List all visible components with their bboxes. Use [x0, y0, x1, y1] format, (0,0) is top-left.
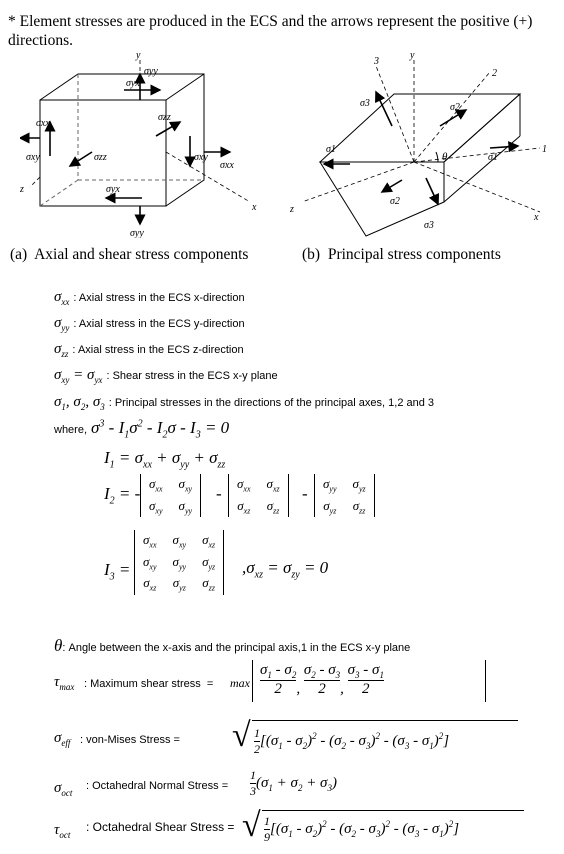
label-syx-top: σyx: [126, 78, 140, 89]
axis-z-label: z: [20, 184, 24, 195]
matrix-i2-c: $\sigma_{yy}$ $\sigma_{yz}$ $\sigma_{yz}$ $\sigma_{zz}$: [314, 474, 375, 517]
equation-characteristic: where, $\sigma^3 - I_1\sigma^2 - I_2\sigma - I_3 = 0$: [54, 418, 230, 441]
equation-i3-lhs: $I_3$ =: [104, 560, 131, 583]
axis-x-label: x: [252, 202, 257, 213]
figure-a-caption: (a) Axial and shear stress components: [10, 246, 249, 263]
equation-i3-cond: $,\sigma_{xz} = \sigma_{zy} = 0$: [242, 558, 329, 581]
label-s3-top: σ3: [360, 98, 370, 109]
axis-2-label: 2: [492, 68, 497, 79]
equation-oct-shear: $\tau_{oct}$ : Octahedral Shear Stress = √ $\frac{1}{9}$ $[(\sigma_1 - \sigma_2)^2 - (\sigma_2 - \sigma_3)^2 - (\sigma_3 - \sigma_1)^2]$: [54, 808, 534, 852]
def-sxy: $\sigma_{xy} = \sigma_{yx}$ : Shear stress in the ECS x-y plane: [54, 367, 278, 385]
axis-z-label: z: [290, 204, 294, 215]
label-szz-top: σzz: [158, 112, 171, 123]
figure-b-caption: (b) Principal stress components: [302, 246, 501, 263]
axis-3-label: 3: [374, 56, 379, 67]
figure-b-principal: [290, 52, 560, 238]
def-sxx: $\sigma_{xx}$ : Axial stress in the ECS x-direction: [54, 289, 245, 307]
def-syy: $\sigma_{yy}$ : Axial stress in the ECS y-direction: [54, 315, 245, 333]
label-s2-bot: σ2: [390, 196, 400, 207]
label-sxy-left: σxy: [26, 152, 40, 163]
def-principal: $\sigma_1$, $\sigma_2$, $\sigma_3$ : Principal stresses in the directions of the principal axes, 1,2 and 3: [54, 394, 435, 412]
def-theta: θ: Angle between the x-axis and the principal axis,1 in the ECS x-y plane: [54, 636, 411, 655]
label-s1-right: σ1: [488, 152, 498, 163]
axis-x-label: x: [534, 212, 539, 223]
figure-a-axial-shear: [20, 52, 280, 238]
note-text: * Element stresses are produced in the ECS and the arrows represent the positive (+) directions.: [8, 13, 533, 49]
matrix-i2-a: $\sigma_{xx}$ $\sigma_{xy}$ $\sigma_{xy}$ $\sigma_{yy}$: [140, 474, 201, 517]
label-syx-bot: σyx: [106, 184, 120, 195]
label-syy-bot: σyy: [130, 228, 144, 238]
label-sxx-left: σxx: [36, 118, 50, 129]
matrix-i3: $\sigma_{xx}$ $\sigma_{xy}$ $\sigma_{xz}$ $\sigma_{xy}$ $\sigma_{yy}$ $\sigma_{yz}$ $\sigma_{xz}$ $\sigma_{yz}$ $\sigma_{zz}$: [134, 530, 224, 595]
label-s2-top: σ2: [450, 102, 460, 113]
label-sxx-right: σxx: [220, 160, 234, 171]
equation-i2-lhs: $I_2$ = -: [104, 484, 141, 507]
def-szz: $\sigma_{zz}$ : Axial stress in the ECS z-direction: [54, 341, 244, 359]
label-theta: θ: [442, 151, 448, 163]
equation-von-mises: $\sigma_{eff}$ : von-Mises Stress = √ $\frac{1}{2}$ $[(\sigma_1 - \sigma_2)^2 - (\sigma_2 - \sigma_3)^2 - (\sigma_3 - \sigma_1)^2]$: [54, 716, 534, 760]
axis-1-label: 1: [542, 144, 547, 155]
label-s1-left: σ1: [326, 144, 336, 155]
label-sxy-right: σxy: [194, 152, 208, 163]
axis-y-label: y: [136, 52, 141, 61]
label-s3-bot: σ3: [424, 220, 434, 231]
label-szz-mid: σzz: [94, 152, 107, 163]
axis-y-label: y: [410, 52, 415, 61]
equation-i1: $I_1 = \sigma_{xx} + \sigma_{yy} + \sigma_{zz}$: [104, 448, 226, 471]
matrix-i2-b: $\sigma_{xx}$ $\sigma_{xz}$ $\sigma_{xz}$ $\sigma_{zz}$: [228, 474, 289, 517]
label-syy-top: σyy: [144, 66, 158, 77]
equation-oct-normal: $\sigma_{oct}$ : Octahedral Normal Stress = $\frac{1}{3}$ $(\sigma_1 + \sigma_2 + \sigma_3)$: [54, 768, 337, 798]
